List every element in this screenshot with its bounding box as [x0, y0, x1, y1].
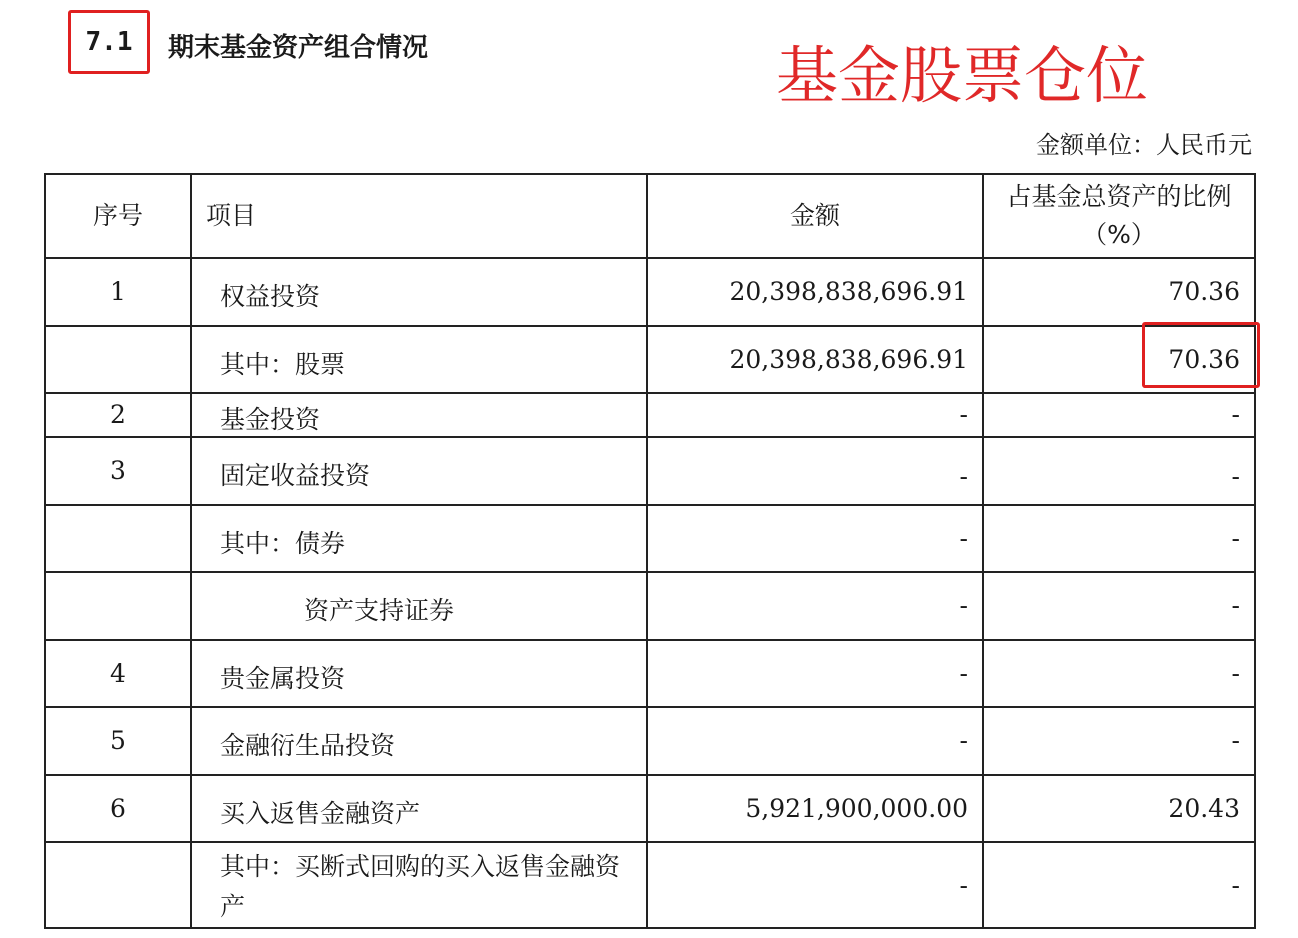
row-amount: - — [647, 572, 983, 640]
header-amount: 金额 — [647, 174, 983, 258]
row-ratio: - — [983, 842, 1255, 928]
row-ratio: - — [983, 393, 1255, 437]
row-ratio: 70.36 — [983, 326, 1255, 393]
asset-allocation-table — [44, 173, 1256, 929]
row-seq — [45, 505, 191, 572]
header-seq: 序号 — [45, 174, 191, 258]
table-row — [45, 505, 1255, 572]
row-amount: - — [647, 842, 983, 928]
currency-unit: 金额单位：人民币元 — [1036, 131, 1252, 159]
row-seq — [45, 572, 191, 640]
row-amount: 20,398,838,696.91 — [647, 258, 983, 326]
row-amount: 5,921,900,000.00 — [647, 775, 983, 842]
row-seq: 4 — [45, 640, 191, 707]
row-amount: - — [647, 707, 983, 775]
row-ratio: - — [983, 640, 1255, 707]
row-item: 其中：股票 — [191, 326, 647, 393]
row-item: 基金投资 — [191, 393, 647, 437]
section-title: 期末基金资产组合情况 — [168, 33, 429, 63]
row-ratio: - — [983, 505, 1255, 572]
row-seq: 6 — [45, 775, 191, 842]
row-amount: - — [647, 505, 983, 572]
table-row — [45, 707, 1255, 775]
row-item: 资产支持证券 — [191, 572, 647, 640]
row-item: 其中：买断式回购的买入返售金融资产 — [191, 842, 647, 928]
row-amount: - — [647, 640, 983, 707]
row-item: 贵金属投资 — [191, 640, 647, 707]
table-row — [45, 572, 1255, 640]
row-item: 其中：债券 — [191, 505, 647, 572]
row-ratio: 20.43 — [983, 775, 1255, 842]
row-ratio: - — [983, 437, 1255, 505]
table-row — [45, 640, 1255, 707]
row-ratio: - — [983, 572, 1255, 640]
row-item: 固定收益投资 — [191, 437, 647, 505]
table-row — [45, 775, 1255, 842]
row-seq — [45, 842, 191, 928]
row-ratio: 70.36 — [983, 258, 1255, 326]
table-row — [45, 326, 1255, 393]
row-amount: - — [647, 393, 983, 437]
table-row — [45, 258, 1255, 326]
header-item: 项目 — [191, 174, 647, 258]
section-number: 7.1 — [68, 10, 150, 74]
table-row — [45, 393, 1255, 437]
row-item: 买入返售金融资产 — [191, 775, 647, 842]
row-seq: 2 — [45, 393, 191, 437]
row-item: 权益投资 — [191, 258, 647, 326]
row-amount: 20,398,838,696.91 — [647, 326, 983, 393]
row-seq: 5 — [45, 707, 191, 775]
row-seq: 3 — [45, 437, 191, 505]
row-ratio: - — [983, 707, 1255, 775]
row-amount: - — [647, 437, 983, 505]
row-seq — [45, 326, 191, 393]
table-row — [45, 437, 1255, 505]
header-ratio: 占基金总资产的比例（%） — [983, 174, 1255, 258]
row-item: 金融衍生品投资 — [191, 707, 647, 775]
table-header-row — [45, 174, 1255, 258]
annotation-label: 基金股票仓位 — [776, 39, 1149, 112]
row-seq: 1 — [45, 258, 191, 326]
table-row — [45, 842, 1255, 928]
stock-ratio-highlight-box — [1142, 322, 1260, 388]
